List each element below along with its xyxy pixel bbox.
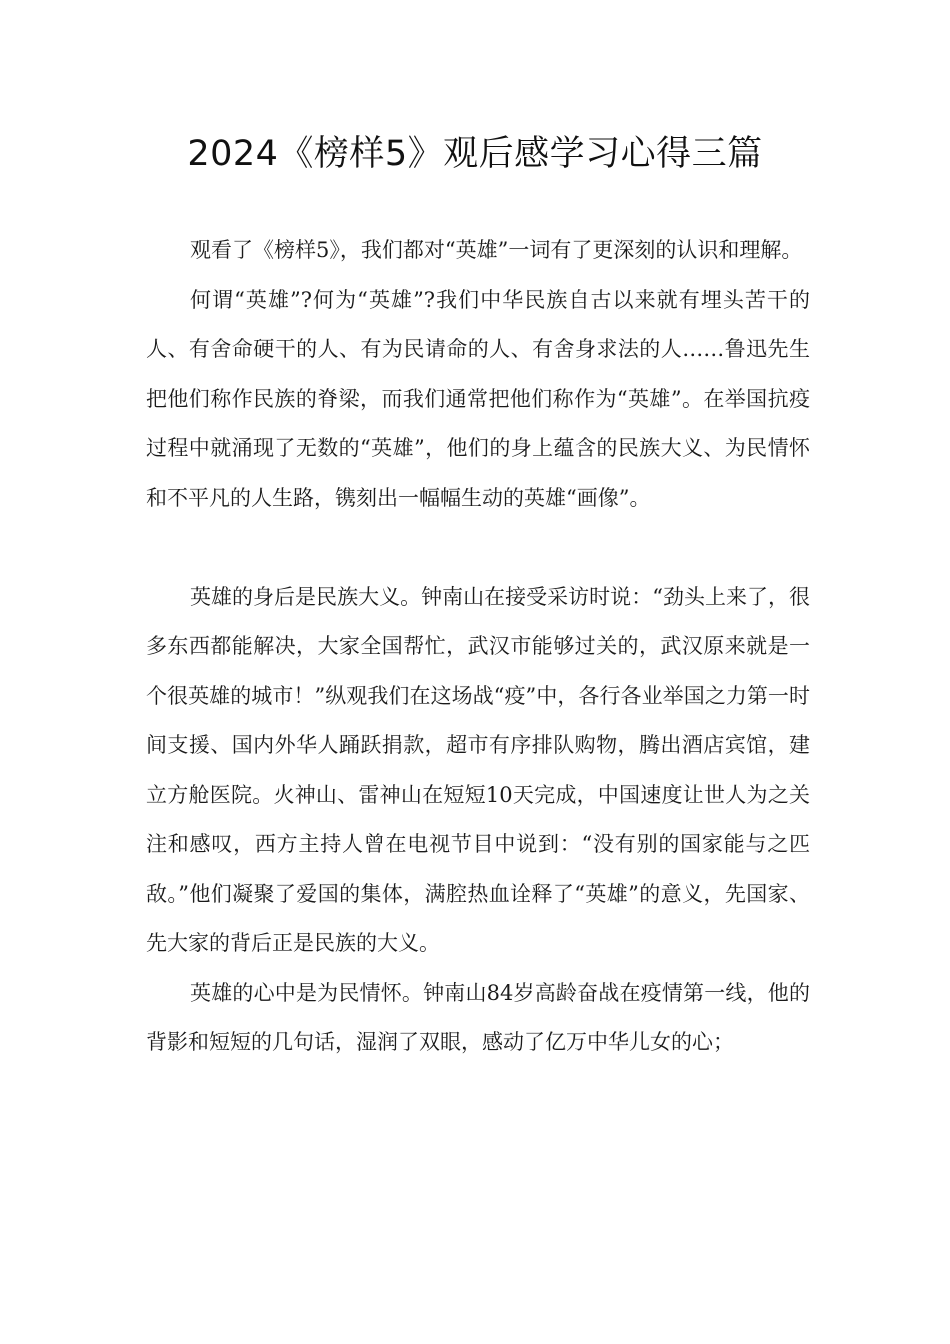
- paragraph-people-sentiment: 英雄的心中是为民情怀。钟南山84岁高龄奋战在疫情第一线，他的背影和短短的几句话，湿润了双眼，感动了亿万中华儿女的心；: [146, 980, 810, 1054]
- paragraph-intro: 观看了《榜样5》，我们都对“英雄”一词有了更深刻的认识和理解。: [190, 238, 803, 262]
- paragraph-hero-definition: 何谓“英雄”?何为“英雄”?我们中华民族自古以来就有埋头苦干的人、有舍命硬干的人、有为民请命的人、有舍身求法的人……鲁迅先生把他们称作民族的脊梁，而我们通常把他们称作为“英雄”。在举国抗疫过程中就涌现了无数的“英雄”，他们的身上蕴含的民族大义、为民情怀和不平凡的人生路，镌刻出一幅幅生动的英雄“画像”。: [146, 287, 810, 510]
- document-body: [146, 226, 810, 1068]
- document-title: 2024《榜样5》观后感学习心得三篇: [187, 134, 763, 174]
- paragraph-national-righteousness: 英雄的身后是民族大义。钟南山在接受采访时说：“劲头上来了，很多东西都能解决，大家全国帮忙，武汉市能够过关的，武汉原来就是一个很英雄的城市！”纵观我们在这场战“疫”中，各行各业举国之力第一时间支援、国内外华人踊跃捐款，超市有序排队购物，腾出酒店宾馆，建立方舱医院。火神山、雷神山在短短10天完成，中国速度让世人为之关注和感叹，西方主持人曾在电视节目中说到：“没有别的国家能与之匹敌。”他们凝聚了爱国的集体，满腔热血诠释了“英雄”的意义，先国家、先大家的背后正是民族的大义。: [146, 584, 810, 955]
